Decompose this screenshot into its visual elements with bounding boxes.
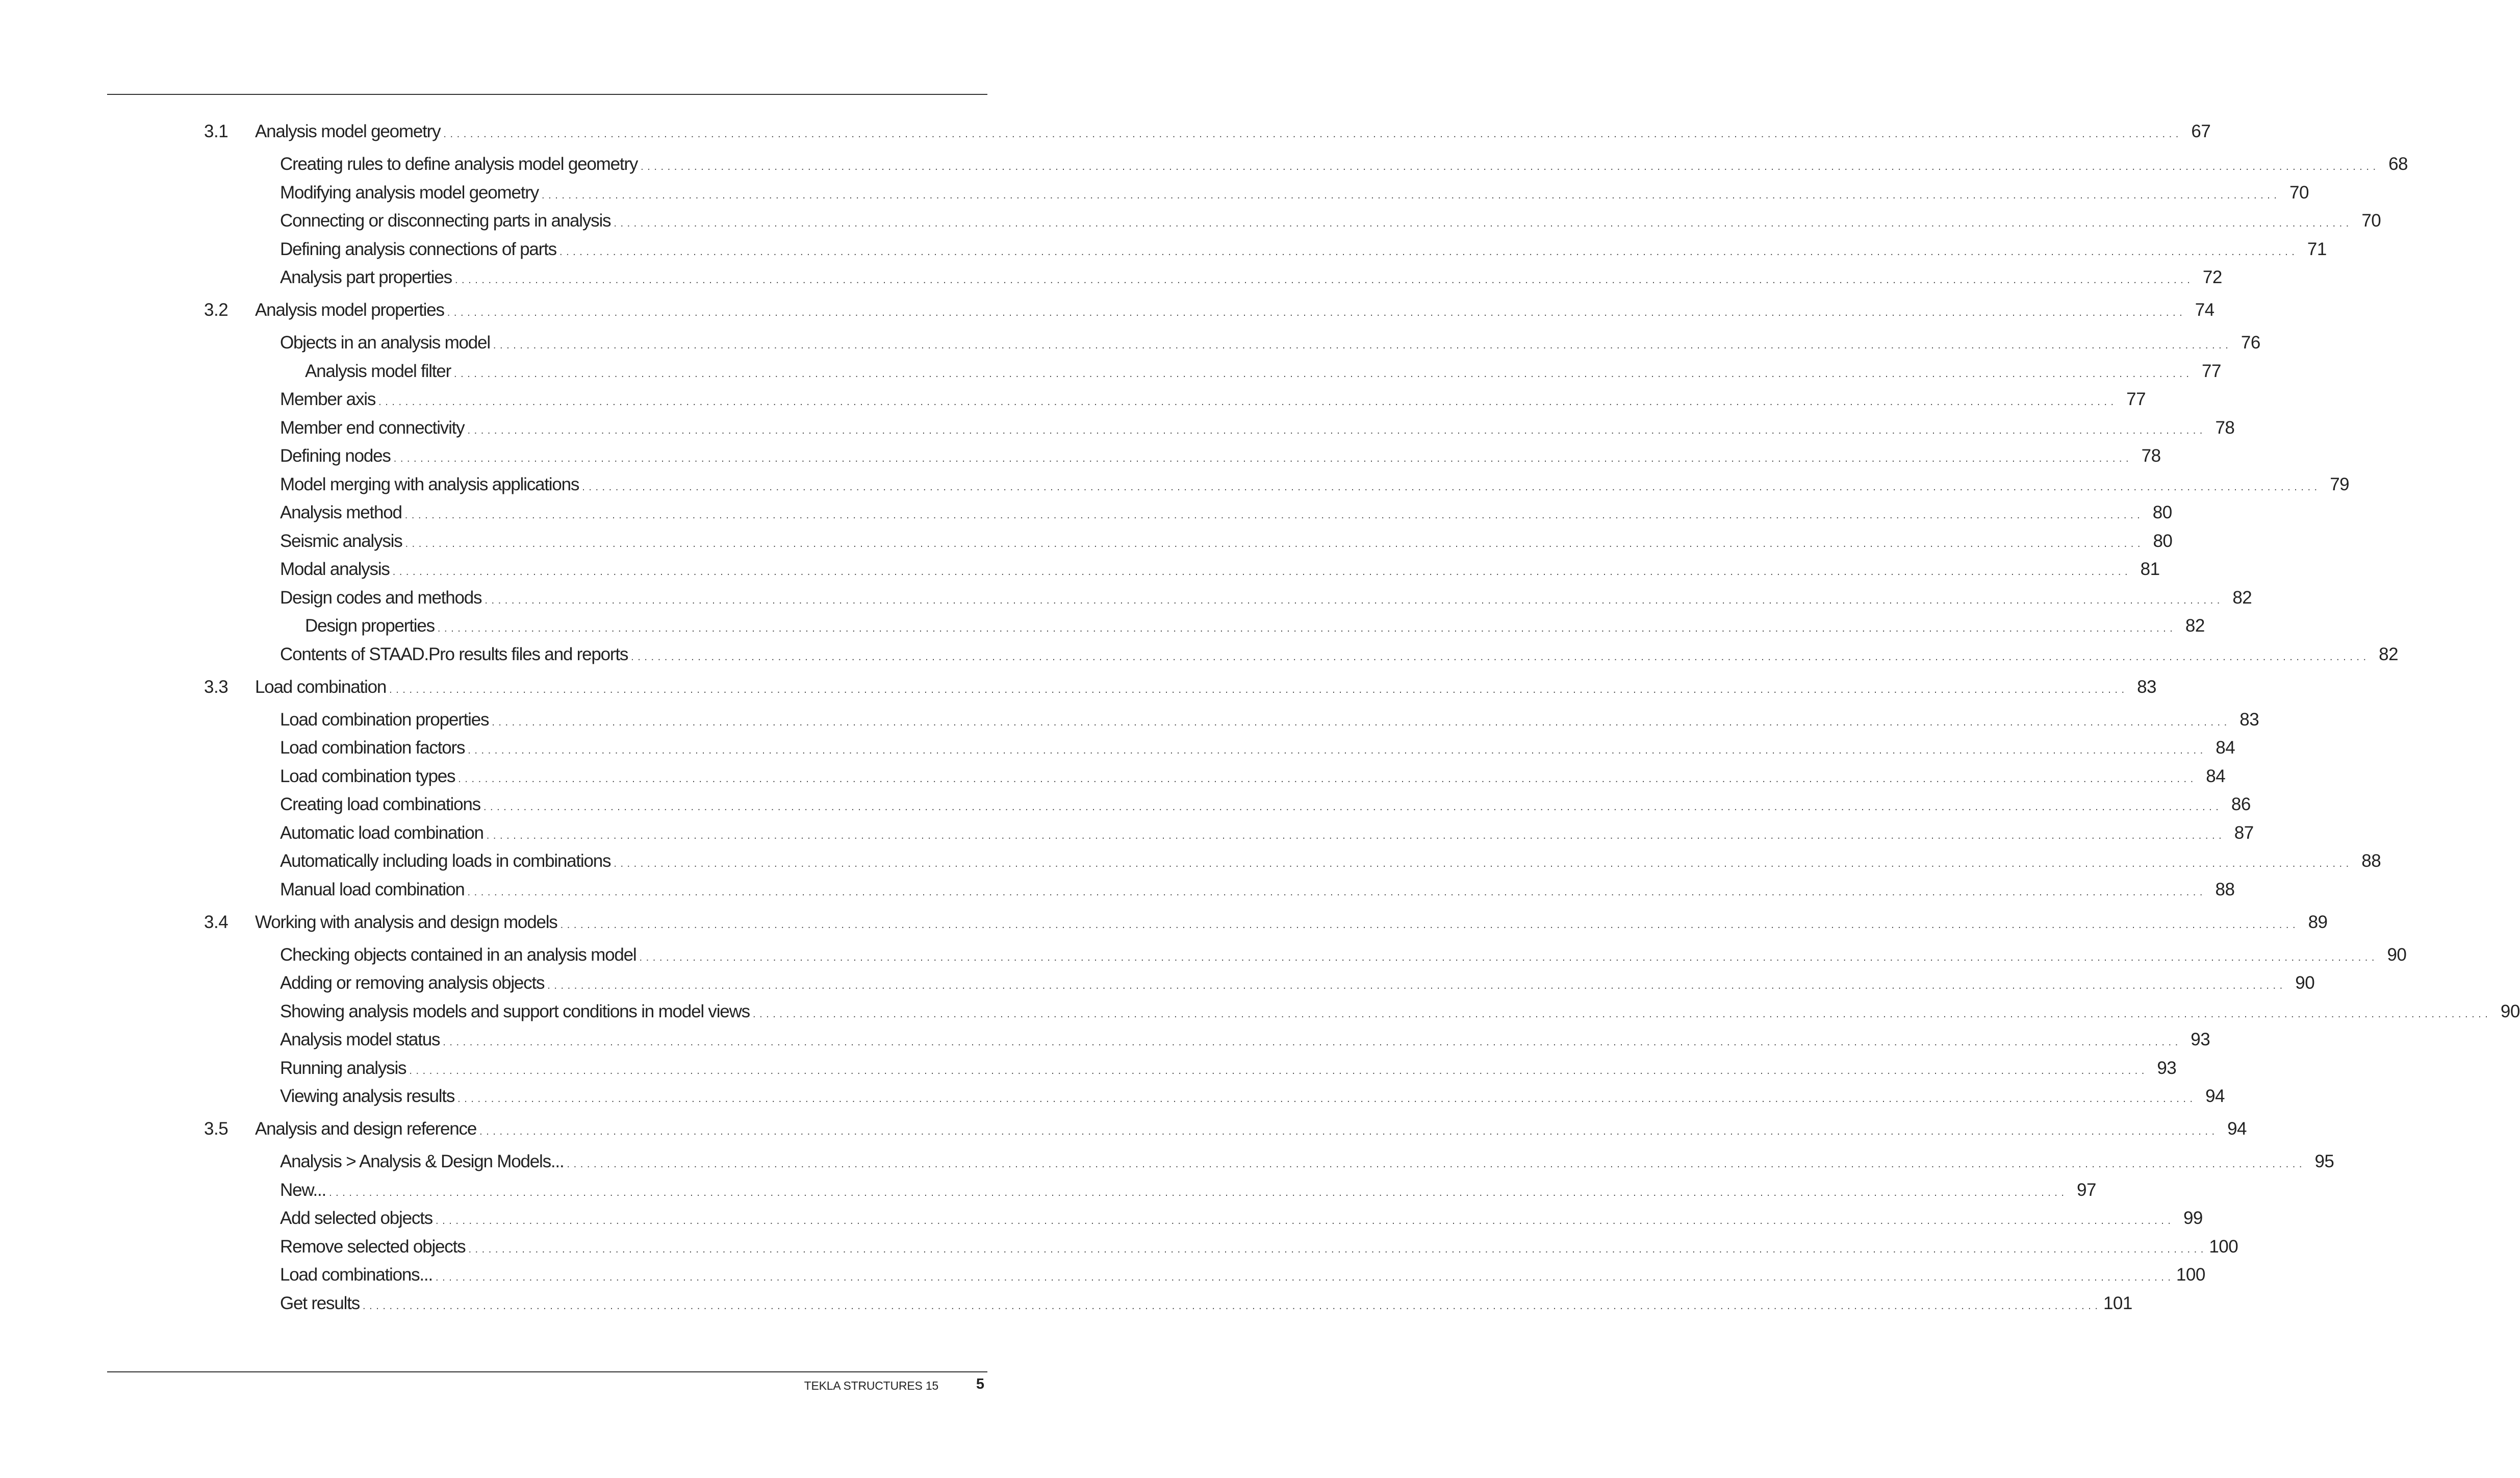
toc-entry[interactable] [280,1207,2203,1230]
toc-entry-page-number: 82 [2232,587,2252,608]
toc-entry-page-number: 78 [2215,417,2235,438]
dot-leader: . . . . . . . . . . . . . . . . . . . . . . . . . . . . . . . . . . . . . . . . . . . . . . . . . . . . . . . . . . . . . . . . . . . . . . . . . . . . . . . . . . . . . . . . . . . . . . . . . . . . . . . . . . . . . . . . . . . . . . . . . . . . . . . . . . . . . . . . . . . . . . . . . . . . . . . . . . . . . . . . . . . . . . . . . . . . . . . . . . . . . . . . . . . . . . . . . . . . . . . . . . . . . . . . . . . . . . . . . . . . . . . . . . . . . . . . . . . . . . . . . . . . . . . . . . . . . . . . . . . . [405,538,2141,549]
toc-entry[interactable] [280,388,2146,411]
toc-section-entry[interactable] [255,120,2211,143]
toc-entry-title: Analysis part properties [280,267,452,287]
toc-entry[interactable] [280,444,2161,468]
toc-entry-title: Load combination [255,677,387,697]
toc-entry[interactable] [280,238,2327,261]
toc-entry-title: Modal analysis [280,559,390,579]
toc-entry[interactable] [280,793,2251,816]
toc-entry-title: Analysis method [280,503,402,522]
dot-leader: . . . . . . . . . . . . . . . . . . . . . . . . . . . . . . . . . . . . . . . . . . . . . . . . . . . . . . . . . . . . . . . . . . . . . . . . . . . . . . . . . . . . . . . . . . . . . . . . . . . . . . . . . . . . . . . . . . . . . . . . . . . . . . . . . . . . . . . . . . . . . . . . . . . . . . . . . . . . . . . . . . . . . . . . . . . . . . . . . . . . . . . . . . . . . . . . . . . . . . . . . . . . . . . . . . . . . . . . . . . . . . . . . . . . . . . . . . . . . . . . . . . . . . . . . . . . . . . . . . . . [409,1065,2145,1076]
dot-leader: . . . . . . . . . . . . . . . . . . . . . . . . . . . . . . . . . . . . . . . . . . . . . . . . . . . . . . . . . . . . . . . . . . . . . . . . . . . . . . . . . . . . . . . . . . . . . . . . . . . . . . . . . . . . . . . . . . . . . . . . . . . . . . . . . . . . . . . . . . . . . . . . . . . . . . . . . . . . . . . . . . . . . . . . . . . . . . . . . . . . . . . . . . . . . . . . . . . . . . . . . . . . . . . . . . . . . . . . . . . . . . . . . . . . . . . . . . . . . . . . . . . . . . . . . . . . . . . . . . . . [614,858,2350,869]
dot-leader: . . . . . . . . . . . . . . . . . . . . . . . . . . . . . . . . . . . . . . . . . . . . . . . . . . . . . . . . . . . . . . . . . . . . . . . . . . . . . . . . . . . . . . . . . . . . . . . . . . . . . . . . . . . . . . . . . . . . . . . . . . . . . . . . . . . . . . . . . . . . . . . . . . . . . . . . . . . . . . . . . . . . . . . . . . . . . . . . . . . . . . . . . . . . . . . . . . . . . . . . . . . . . . . . . . . . . . . . . . . . . . . . . . . . . . . . . . . . . . . . . . . . . . . . . . . . . . . . . . . . [467,424,2203,436]
toc-entry[interactable] [280,1235,2238,1259]
dot-leader: . . . . . . . . . . . . . . . . . . . . . . . . . . . . . . . . . . . . . . . . . . . . . . . . . . . . . . . . . . . . . . . . . . . . . . . . . . . . . . . . . . . . . . . . . . . . . . . . . . . . . . . . . . . . . . . . . . . . . . . . . . . . . . . . . . . . . . . . . . . . . . . . . . . . . . . . . . . . . . . . . . . . . . . . . . . . . . . . . . . . . . . . . . . . . . . . . . . . . . . . . . . . . . . . . . . . . . . . . . . . . . . . . . . . . . . . . . . . . . . . . . . . . . . . . . . . . . . . . . . . [389,684,2125,695]
toc-entry[interactable] [280,181,2309,205]
toc-entry-title: Design codes and methods [280,587,482,608]
toc-entry-title: Load combination properties [280,709,489,730]
toc-entry[interactable] [280,1263,2205,1287]
toc-entry-title: Manual load combination [280,879,465,899]
dot-leader: . . . . . . . . . . . . . . . . . . . . . . . . . . . . . . . . . . . . . . . . . . . . . . . . . . . . . . . . . . . . . . . . . . . . . . . . . . . . . . . . . . . . . . . . . . . . . . . . . . . . . . . . . . . . . . . . . . . . . . . . . . . . . . . . . . . . . . . . . . . . . . . . . . . . . . . . . . . . . . . . . . . . . . . . . . . . . . . . . . . . . . . . . . . . . . . . . . . . . . . . . . . . . . . . . . . . . . . . . . . . . . . . . . . . . . . . . . . . . . . . . . . . . . . . . . . . . . . . . . . . [479,1126,2216,1137]
footer-rule [107,1371,987,1372]
toc-entry-title: Load combination factors [280,738,465,758]
toc-section-number: 3.3 [204,677,228,697]
toc-entry[interactable] [280,943,2407,967]
toc-entry[interactable] [280,153,2408,176]
dot-leader: . . . . . . . . . . . . . . . . . . . . . . . . . . . . . . . . . . . . . . . . . . . . . . . . . . . . . . . . . . . . . . . . . . . . . . . . . . . . . . . . . . . . . . . . . . . . . . . . . . . . . . . . . . . . . . . . . . . . . . . . . . . . . . . . . . . . . . . . . . . . . . . . . . . . . . . . . . . . . . . . . . . . . . . . . . . . . . . . . . . . . . . . . . . . . . . . . . . . . . . . . . . . . . . . . . . . . . . . . . . . . . . . . . . . . . . . . . . . . . . . . . . . . . . . . . . . . . . . . . . . [567,1159,2303,1170]
toc-entry[interactable] [280,1085,2225,1108]
toc-entry-title: Viewing analysis results [280,1086,455,1106]
toc-entry-page-number: 70 [2289,182,2309,203]
dot-leader: . . . . . . . . . . . . . . . . . . . . . . . . . . . . . . . . . . . . . . . . . . . . . . . . . . . . . . . . . . . . . . . . . . . . . . . . . . . . . . . . . . . . . . . . . . . . . . . . . . . . . . . . . . . . . . . . . . . . . . . . . . . . . . . . . . . . . . . . . . . . . . . . . . . . . . . . . . . . . . . . . . . . . . . . . . . . . . . . . . . . . . . . . . . . . . . . . . . . . . . . . . . . . . . . . . . . . . . . . . . . . . . . . . . . . . . . . . . . . . . . . . . . . . . . . . . . . . . . . . . . [437,623,2173,634]
toc-entry[interactable] [280,1150,2334,1173]
toc-entry-title: Adding or removing analysis objects [280,973,545,993]
toc-entry-title: Design properties [305,616,435,636]
toc-entry-title: Analysis > Analysis & Design Models... [280,1151,564,1171]
toc-entry-title: Member axis [280,389,376,409]
dot-leader: . . . . . . . . . . . . . . . . . . . . . . . . . . . . . . . . . . . . . . . . . . . . . . . . . . . . . . . . . . . . . . . . . . . . . . . . . . . . . . . . . . . . . . . . . . . . . . . . . . . . . . . . . . . . . . . . . . . . . . . . . . . . . . . . . . . . . . . . . . . . . . . . . . . . . . . . . . . . . . . . . . . . . . . . . . . . . . . . . . . . . . . . . . . . . . . . . . . . . . . . . . . . . . . . . . . . . . . . . . . . . . . . . . . . . . . . . . . . . . . . . . . . . . . . . . . . . . . . . . . . [467,886,2203,898]
toc-entry-page-number: 90 [2295,973,2315,993]
toc-entry-title: Analysis model filter [305,361,451,381]
toc-entry[interactable] [280,530,2173,553]
toc-entry-page-number: 84 [2216,738,2235,758]
toc-entry[interactable] [280,849,2381,873]
toc-entry[interactable] [280,736,2235,760]
toc-entry-title: Objects in an analysis model [280,333,490,353]
toc-entry[interactable] [280,501,2172,524]
toc-entry-title: New... [280,1180,326,1200]
toc-entry[interactable] [280,1292,2132,1315]
toc-entry-page-number: 71 [2307,239,2327,259]
toc-entry-page-number: 88 [2361,851,2381,871]
toc-entry-page-number: 83 [2239,709,2259,730]
toc-entry-page-number: 82 [2379,644,2399,664]
toc-entry-title: Running analysis [280,1058,406,1078]
toc-entry-page-number: 67 [2191,121,2211,141]
toc-entry-page-number: 79 [2330,474,2350,494]
toc-entry-page-number: 97 [2077,1180,2096,1200]
toc-section-entry[interactable] [255,911,2328,934]
toc-entry-title: Automatically including loads in combinations [280,851,611,871]
toc-entry-page-number: 90 [2387,944,2407,965]
toc-section-number: 3.2 [204,300,228,320]
toc-entry-page-number: 77 [2202,361,2221,381]
toc-entry-title: Seismic analysis [280,531,402,551]
dot-leader: . . . . . . . . . . . . . . . . . . . . . . . . . . . . . . . . . . . . . . . . . . . . . . . . . . . . . . . . . . . . . . . . . . . . . . . . . . . . . . . . . . . . . . . . . . . . . . . . . . . . . . . . . . . . . . . . . . . . . . . . . . . . . . . . . . . . . . . . . . . . . . . . . . . . . . . . . . . . . . . . . . . . . . . . . . . . . . . . . . . . . . . . . . . . . . . . . . . . . . . . . . . . . . . . . . . . . . . . . . . . . . . . . . . . . . . . . . . . . . . . . . . . . . . . . . . . . . . . . . . . [454,368,2190,380]
toc-entry-page-number: 80 [2152,503,2172,522]
toc-entry[interactable] [280,416,2235,440]
dot-leader: . . . . . . . . . . . . . . . . . . . . . . . . . . . . . . . . . . . . . . . . . . . . . . . . . . . . . . . . . . . . . . . . . . . . . . . . . . . . . . . . . . . . . . . . . . . . . . . . . . . . . . . . . . . . . . . . . . . . . . . . . . . . . . . . . . . . . . . . . . . . . . . . . . . . . . . . . . . . . . . . . . . . . . . . . . . . . . . . . . . . . . . . . . . . . . . . . . . . . . . . . . . . . . . . . . . . . . . . . . . . . . . . . . . . . . . . . . . . . . . . . . . . . . . . . . . . . . . . . . . . [631,651,2367,663]
toc-entry-page-number: 84 [2206,766,2226,786]
toc-entry-title: Analysis model geometry [255,121,441,141]
toc-entry-title: Remove selected objects [280,1236,466,1257]
toc-entry-page-number: 88 [2215,879,2235,899]
toc-entry-title: Analysis and design reference [255,1119,477,1139]
toc-entry-page-number: 72 [2202,267,2222,287]
toc-entry-page-number: 83 [2137,677,2157,697]
toc-entry[interactable] [305,614,2205,638]
toc-entry-page-number: 89 [2308,912,2328,932]
toc-entry-page-number: 87 [2234,822,2254,843]
toc-entry-title: Defining analysis connections of parts [280,239,556,259]
toc-entry-title: Creating rules to define analysis model geometry [280,154,638,174]
footer-page-number: 5 [976,1376,984,1392]
toc-section-number: 3.5 [204,1119,228,1139]
toc-entry[interactable] [280,765,2226,788]
dot-leader: . . . . . . . . . . . . . . . . . . . . . . . . . . . . . . . . . . . . . . . . . . . . . . . . . . . . . . . . . . . . . . . . . . . . . . . . . . . . . . . . . . . . . . . . . . . . . . . . . . . . . . . . . . . . . . . . . . . . . . . . . . . . . . . . . . . . . . . . . . . . . . . . . . . . . . . . . . . . . . . . . . . . . . . . . . . . . . . . . . . . . . . . . . . . . . . . . . . . . . . . . . . . . . . . . . . . . . . . . . . . . . . . . . . . . . . . . . . . . . . . . . . . . . . . . . . . . . . . . . . . [492,716,2228,728]
dot-leader: . . . . . . . . . . . . . . . . . . . . . . . . . . . . . . . . . . . . . . . . . . . . . . . . . . . . . . . . . . . . . . . . . . . . . . . . . . . . . . . . . . . . . . . . . . . . . . . . . . . . . . . . . . . . . . . . . . . . . . . . . . . . . . . . . . . . . . . . . . . . . . . . . . . . . . . . . . . . . . . . . . . . . . . . . . . . . . . . . . . . . . . . . . . . . . . . . . . . . . . . . . . . . . . . . . . . . . . . . . . . . . . . . . . . . . . . . . . . . . . . . . . . . . . . . . . . . . . . . . . . [393,453,2129,464]
dot-leader: . . . . . . . . . . . . . . . . . . . . . . . . . . . . . . . . . . . . . . . . . . . . . . . . . . . . . . . . . . . . . . . . . . . . . . . . . . . . . . . . . . . . . . . . . . . . . . . . . . . . . . . . . . . . . . . . . . . . . . . . . . . . . . . . . . . . . . . . . . . . . . . . . . . . . . . . . . . . . . . . . . . . . . . . . . . . . . . . . . . . . . . . . . . . . . . . . . . . . . . . . . . . . . . . . . . . . . . . . . . . . . . . . . . . . . . . . . . . . . . . . . . . . . . . . . . . . . . . . . . . [435,1215,2171,1226]
toc-section-entry[interactable] [255,298,2214,322]
toc-entry-title: Analysis model properties [255,300,444,320]
toc-entry-title: Add selected objects [280,1208,432,1228]
toc-entry-page-number: 100 [2176,1265,2205,1285]
toc-entry[interactable] [280,331,2260,355]
toc-entry-page-number: 68 [2388,154,2408,174]
dot-leader: . . . . . . . . . . . . . . . . . . . . . . . . . . . . . . . . . . . . . . . . . . . . . . . . . . . . . . . . . . . . . . . . . . . . . . . . . . . . . . . . . . . . . . . . . . . . . . . . . . . . . . . . . . . . . . . . . . . . . . . . . . . . . . . . . . . . . . . . . . . . . . . . . . . . . . . . . . . . . . . . . . . . . . . . . . . . . . . . . . . . . . . . . . . . . . . . . . . . . . . . . . . . . . . . . . . . . . . . . . . . . . . . . . . . . . . . . . . . . . . . . . . . . . . . . . . . . . . . . . . . [559,246,2295,258]
dot-leader: . . . . . . . . . . . . . . . . . . . . . . . . . . . . . . . . . . . . . . . . . . . . . . . . . . . . . . . . . . . . . . . . . . . . . . . . . . . . . . . . . . . . . . . . . . . . . . . . . . . . . . . . . . . . . . . . . . . . . . . . . . . . . . . . . . . . . . . . . . . . . . . . . . . . . . . . . . . . . . . . . . . . . . . . . . . . . . . . . . . . . . . . . . . . . . . . . . . . . . . . . . . . . . . . . . . . . . . . . . . . . . . . . . . . . . . . . . . . . . . . . . . . . . . . . . . . . . . . . . . . [443,1037,2179,1048]
footer-product-name: TEKLA STRUCTURES 15 [804,1379,938,1392]
dot-leader: . . . . . . . . . . . . . . . . . . . . . . . . . . . . . . . . . . . . . . . . . . . . . . . . . . . . . . . . . . . . . . . . . . . . . . . . . . . . . . . . . . . . . . . . . . . . . . . . . . . . . . . . . . . . . . . . . . . . . . . . . . . . . . . . . . . . . . . . . . . . . . . . . . . . . . . . . . . . . . . . . . . . . . . . . . . . . . . . . . . . . . . . . . . . . . . . . . . . . . . . . . . . . . . . . . . . . . . . . . . . . . . . . . . . . . . . . . . . . . . . . . . . . . . . . . . . . . . . . . . . [363,1300,2098,1312]
toc-entry-page-number: 81 [2140,559,2160,579]
dot-leader: . . . . . . . . . . . . . . . . . . . . . . . . . . . . . . . . . . . . . . . . . . . . . . . . . . . . . . . . . . . . . . . . . . . . . . . . . . . . . . . . . . . . . . . . . . . . . . . . . . . . . . . . . . . . . . . . . . . . . . . . . . . . . . . . . . . . . . . . . . . . . . . . . . . . . . . . . . . . . . . . . . . . . . . . . . . . . . . . . . . . . . . . . . . . . . . . . . . . . . . . . . . . . . . . . . . . . . . . . . . . . . . . . . . . . . . . . . . . . . . . . . . . . . . . . . . . . . . . . . . . [458,773,2194,785]
toc-entry-page-number: 93 [2157,1058,2177,1078]
toc-entry-title: Load combination types [280,766,455,786]
toc-entry[interactable] [280,1179,2096,1202]
toc-entry-page-number: 76 [2241,333,2260,353]
dot-leader: . . . . . . . . . . . . . . . . . . . . . . . . . . . . . . . . . . . . . . . . . . . . . . . . . . . . . . . . . . . . . . . . . . . . . . . . . . . . . . . . . . . . . . . . . . . . . . . . . . . . . . . . . . . . . . . . . . . . . . . . . . . . . . . . . . . . . . . . . . . . . . . . . . . . . . . . . . . . . . . . . . . . . . . . . . . . . . . . . . . . . . . . . . . . . . . . . . . . . . . . . . . . . . . . . . . . . . . . . . . . . . . . . . . . . . . . . . . . . . . . . . . . . . . . . . . . . . . . . . . . [639,951,2375,963]
toc-entry-title: Defining nodes [280,446,391,466]
toc-entry[interactable] [280,821,2254,845]
toc-entry-page-number: 94 [2227,1119,2247,1139]
toc-entry-page-number: 93 [2191,1030,2210,1049]
dot-leader: . . . . . . . . . . . . . . . . . . . . . . . . . . . . . . . . . . . . . . . . . . . . . . . . . . . . . . . . . . . . . . . . . . . . . . . . . . . . . . . . . . . . . . . . . . . . . . . . . . . . . . . . . . . . . . . . . . . . . . . . . . . . . . . . . . . . . . . . . . . . . . . . . . . . . . . . . . . . . . . . . . . . . . . . . . . . . . . . . . . . . . . . . . . . . . . . . . . . . . . . . . . . . . . . . . . . . . . . . . . . . . . . . . . . . . . . . . . . . . . . . . . . . . . . . . . . . . . . . . . . [493,340,2229,351]
dot-leader: . . . . . . . . . . . . . . . . . . . . . . . . . . . . . . . . . . . . . . . . . . . . . . . . . . . . . . . . . . . . . . . . . . . . . . . . . . . . . . . . . . . . . . . . . . . . . . . . . . . . . . . . . . . . . . . . . . . . . . . . . . . . . . . . . . . . . . . . . . . . . . . . . . . . . . . . . . . . . . . . . . . . . . . . . . . . . . . . . . . . . . . . . . . . . . . . . . . . . . . . . . . . . . . . . . . . . . . . . . . . . . . . . . . . . . . . . . . . . . . . . . . . . . . . . . . . . . . . . . . . [486,830,2222,841]
toc-entry-page-number: 70 [2361,211,2381,231]
toc-section-number: 3.4 [204,912,228,932]
toc-entry-page-number: 90 [2500,1001,2520,1021]
dot-leader: . . . . . . . . . . . . . . . . . . . . . . . . . . . . . . . . . . . . . . . . . . . . . . . . . . . . . . . . . . . . . . . . . . . . . . . . . . . . . . . . . . . . . . . . . . . . . . . . . . . . . . . . . . . . . . . . . . . . . . . . . . . . . . . . . . . . . . . . . . . . . . . . . . . . . . . . . . . . . . . . . . . . . . . . . . . . . . . . . . . . . . . . . . . . . . . . . . . . . . . . . . . . . . . . . . . . . . . . . . . . . . . . . . . . . . . . . . . . . . . . . . . . . . . . . . . . . . . . . . . . [582,481,2318,493]
dot-leader: . . . . . . . . . . . . . . . . . . . . . . . . . . . . . . . . . . . . . . . . . . . . . . . . . . . . . . . . . . . . . . . . . . . . . . . . . . . . . . . . . . . . . . . . . . . . . . . . . . . . . . . . . . . . . . . . . . . . . . . . . . . . . . . . . . . . . . . . . . . . . . . . . . . . . . . . . . . . . . . . . . . . . . . . . . . . . . . . . . . . . . . . . . . . . . . . . . . . . . . . . . . . . . . . . . . . . . . . . . . . . . . . . . . . . . . . . . . . . . . . . . . . . . . . . . . . . . . . . . . . [329,1187,2065,1198]
toc-entry-title: Checking objects contained in an analysis model [280,944,637,965]
toc-entry-page-number: 82 [2185,616,2205,636]
toc-entry-page-number: 101 [2103,1293,2132,1313]
dot-leader: . . . . . . . . . . . . . . . . . . . . . . . . . . . . . . . . . . . . . . . . . . . . . . . . . . . . . . . . . . . . . . . . . . . . . . . . . . . . . . . . . . . . . . . . . . . . . . . . . . . . . . . . . . . . . . . . . . . . . . . . . . . . . . . . . . . . . . . . . . . . . . . . . . . . . . . . . . . . . . . . . . . . . . . . . . . . . . . . . . . . . . . . . . . . . . . . . . . . . . . . . . . . . . . . . . . . . . . . . . . . . . . . . . . . . . . . . . . . . . . . . . . . . . . . . . . . . . . . . . . . [614,218,2350,229]
toc-entry[interactable] [280,643,2399,666]
dot-leader: . . . . . . . . . . . . . . . . . . . . . . . . . . . . . . . . . . . . . . . . . . . . . . . . . . . . . . . . . . . . . . . . . . . . . . . . . . . . . . . . . . . . . . . . . . . . . . . . . . . . . . . . . . . . . . . . . . . . . . . . . . . . . . . . . . . . . . . . . . . . . . . . . . . . . . . . . . . . . . . . . . . . . . . . . . . . . . . . . . . . . . . . . . . . . . . . . . . . . . . . . . . . . . . . . . . . . . . . . . . . . . . . . . . . . . . . . . . . . . . . . . . . . . . . . . . . . . . . . . . . [447,307,2183,318]
dot-leader: . . . . . . . . . . . . . . . . . . . . . . . . . . . . . . . . . . . . . . . . . . . . . . . . . . . . . . . . . . . . . . . . . . . . . . . . . . . . . . . . . . . . . . . . . . . . . . . . . . . . . . . . . . . . . . . . . . . . . . . . . . . . . . . . . . . . . . . . . . . . . . . . . . . . . . . . . . . . . . . . . . . . . . . . . . . . . . . . . . . . . . . . . . . . . . . . . . . . . . . . . . . . . . . . . . . . . . . . . . . . . . . . . . . . . . . . . . . . . . . . . . . . . . . . . . . . . . . . . . . . [457,1093,2194,1105]
toc-entry-page-number: 95 [2314,1151,2334,1171]
toc-entry-page-number: 74 [2195,300,2214,320]
toc-entry-title: Analysis model status [280,1030,440,1049]
dot-leader: . . . . . . . . . . . . . . . . . . . . . . . . . . . . . . . . . . . . . . . . . . . . . . . . . . . . . . . . . . . . . . . . . . . . . . . . . . . . . . . . . . . . . . . . . . . . . . . . . . . . . . . . . . . . . . . . . . . . . . . . . . . . . . . . . . . . . . . . . . . . . . . . . . . . . . . . . . . . . . . . . . . . . . . . . . . . . . . . . . . . . . . . . . . . . . . . . . . . . . . . . . . . . . . . . . . . . . . . . . . . . . . . . . . . . . . . . . . . . . . . . . . . . . . . . . . . . . . . . . . . [392,566,2128,578]
dot-leader: . . . . . . . . . . . . . . . . . . . . . . . . . . . . . . . . . . . . . . . . . . . . . . . . . . . . . . . . . . . . . . . . . . . . . . . . . . . . . . . . . . . . . . . . . . . . . . . . . . . . . . . . . . . . . . . . . . . . . . . . . . . . . . . . . . . . . . . . . . . . . . . . . . . . . . . . . . . . . . . . . . . . . . . . . . . . . . . . . . . . . . . . . . . . . . . . . . . . . . . . . . . . . . . . . . . . . . . . . . . . . . . . . . . . . . . . . . . . . . . . . . . . . . . . . . . . . . . . . . . . [641,161,2377,172]
toc-entry[interactable] [280,209,2381,233]
toc-entry-page-number: 94 [2205,1086,2225,1106]
toc-entry-page-number: 77 [2126,389,2146,409]
toc-entry-title: Creating load combinations [280,794,480,814]
dot-leader: . . . . . . . . . . . . . . . . . . . . . . . . . . . . . . . . . . . . . . . . . . . . . . . . . . . . . . . . . . . . . . . . . . . . . . . . . . . . . . . . . . . . . . . . . . . . . . . . . . . . . . . . . . . . . . . . . . . . . . . . . . . . . . . . . . . . . . . . . . . . . . . . . . . . . . . . . . . . . . . . . . . . . . . . . . . . . . . . . . . . . . . . . . . . . . . . . . . . . . . . . . . . . . . . . . . . . . . . . . . . . . . . . . . . . . . . . . . . . . . . . . . . . . . . . . . . . . . . . . . . [752,1008,2488,1020]
toc-entry-title: Modifying analysis model geometry [280,182,539,203]
toc-entry[interactable] [280,708,2259,732]
toc-entry-title: Model merging with analysis applications [280,474,579,494]
toc-entry-title: Working with analysis and design models [255,912,557,932]
toc-entry[interactable] [280,1028,2210,1051]
dot-leader: . . . . . . . . . . . . . . . . . . . . . . . . . . . . . . . . . . . . . . . . . . . . . . . . . . . . . . . . . . . . . . . . . . . . . . . . . . . . . . . . . . . . . . . . . . . . . . . . . . . . . . . . . . . . . . . . . . . . . . . . . . . . . . . . . . . . . . . . . . . . . . . . . . . . . . . . . . . . . . . . . . . . . . . . . . . . . . . . . . . . . . . . . . . . . . . . . . . . . . . . . . . . . . . . . . . . . . . . . . . . . . . . . . . . . . . . . . . . . . . . . . . . . . . . . . . . . . . . . . . . [547,980,2283,991]
dot-leader: . . . . . . . . . . . . . . . . . . . . . . . . . . . . . . . . . . . . . . . . . . . . . . . . . . . . . . . . . . . . . . . . . . . . . . . . . . . . . . . . . . . . . . . . . . . . . . . . . . . . . . . . . . . . . . . . . . . . . . . . . . . . . . . . . . . . . . . . . . . . . . . . . . . . . . . . . . . . . . . . . . . . . . . . . . . . . . . . . . . . . . . . . . . . . . . . . . . . . . . . . . . . . . . . . . . . . . . . . . . . . . . . . . . . . . . . . . . . . . . . . . . . . . . . . . . . . . . . . . . . [468,1243,2204,1255]
toc-section-entry[interactable] [255,675,2157,699]
toc-entry[interactable] [280,1057,2177,1080]
toc-entry-page-number: 100 [2209,1236,2238,1257]
dot-leader: . . . . . . . . . . . . . . . . . . . . . . . . . . . . . . . . . . . . . . . . . . . . . . . . . . . . . . . . . . . . . . . . . . . . . . . . . . . . . . . . . . . . . . . . . . . . . . . . . . . . . . . . . . . . . . . . . . . . . . . . . . . . . . . . . . . . . . . . . . . . . . . . . . . . . . . . . . . . . . . . . . . . . . . . . . . . . . . . . . . . . . . . . . . . . . . . . . . . . . . . . . . . . . . . . . . . . . . . . . . . . . . . . . . . . . . . . . . . . . . . . . . . . . . . . . . . . . . . . . . . [443,129,2179,140]
toc-entry[interactable] [280,266,2222,289]
dot-leader: . . . . . . . . . . . . . . . . . . . . . . . . . . . . . . . . . . . . . . . . . . . . . . . . . . . . . . . . . . . . . . . . . . . . . . . . . . . . . . . . . . . . . . . . . . . . . . . . . . . . . . . . . . . . . . . . . . . . . . . . . . . . . . . . . . . . . . . . . . . . . . . . . . . . . . . . . . . . . . . . . . . . . . . . . . . . . . . . . . . . . . . . . . . . . . . . . . . . . . . . . . . . . . . . . . . . . . . . . . . . . . . . . . . . . . . . . . . . . . . . . . . . . . . . . . . . . . . . . . . . [404,510,2141,521]
toc-section-entry[interactable] [255,1117,2247,1141]
toc-entry[interactable] [280,971,2315,995]
dot-leader: . . . . . . . . . . . . . . . . . . . . . . . . . . . . . . . . . . . . . . . . . . . . . . . . . . . . . . . . . . . . . . . . . . . . . . . . . . . . . . . . . . . . . . . . . . . . . . . . . . . . . . . . . . . . . . . . . . . . . . . . . . . . . . . . . . . . . . . . . . . . . . . . . . . . . . . . . . . . . . . . . . . . . . . . . . . . . . . . . . . . . . . . . . . . . . . . . . . . . . . . . . . . . . . . . . . . . . . . . . . . . . . . . . . . . . . . . . . . . . . . . . . . . . . . . . . . . . . . . . . . [454,274,2191,286]
toc-entry-title: Contents of STAAD.Pro results files and reports [280,644,628,664]
toc-entry-page-number: 80 [2153,531,2173,551]
toc-entry[interactable] [280,878,2235,901]
toc-entry-page-number: 86 [2231,794,2251,814]
toc-entry[interactable] [305,360,2221,383]
dot-leader: . . . . . . . . . . . . . . . . . . . . . . . . . . . . . . . . . . . . . . . . . . . . . . . . . . . . . . . . . . . . . . . . . . . . . . . . . . . . . . . . . . . . . . . . . . . . . . . . . . . . . . . . . . . . . . . . . . . . . . . . . . . . . . . . . . . . . . . . . . . . . . . . . . . . . . . . . . . . . . . . . . . . . . . . . . . . . . . . . . . . . . . . . . . . . . . . . . . . . . . . . . . . . . . . . . . . . . . . . . . . . . . . . . . . . . . . . . . . . . . . . . . . . . . . . . . . . . . . . . . . [542,189,2277,201]
dot-leader: . . . . . . . . . . . . . . . . . . . . . . . . . . . . . . . . . . . . . . . . . . . . . . . . . . . . . . . . . . . . . . . . . . . . . . . . . . . . . . . . . . . . . . . . . . . . . . . . . . . . . . . . . . . . . . . . . . . . . . . . . . . . . . . . . . . . . . . . . . . . . . . . . . . . . . . . . . . . . . . . . . . . . . . . . . . . . . . . . . . . . . . . . . . . . . . . . . . . . . . . . . . . . . . . . . . . . . . . . . . . . . . . . . . . . . . . . . . . . . . . . . . . . . . . . . . . . . . . . . . . [483,801,2219,813]
toc-entry[interactable] [280,1000,2520,1023]
toc-entry[interactable] [280,473,2350,496]
toc-entry-page-number: 78 [2141,446,2161,466]
toc-entry-title: Showing analysis models and support conditions in model views [280,1001,750,1021]
dot-leader: . . . . . . . . . . . . . . . . . . . . . . . . . . . . . . . . . . . . . . . . . . . . . . . . . . . . . . . . . . . . . . . . . . . . . . . . . . . . . . . . . . . . . . . . . . . . . . . . . . . . . . . . . . . . . . . . . . . . . . . . . . . . . . . . . . . . . . . . . . . . . . . . . . . . . . . . . . . . . . . . . . . . . . . . . . . . . . . . . . . . . . . . . . . . . . . . . . . . . . . . . . . . . . . . . . . . . . . . . . . . . . . . . . . . . . . . . . . . . . . . . . . . . . . . . . . . . . . . . . . . [560,919,2296,931]
dot-leader: . . . . . . . . . . . . . . . . . . . . . . . . . . . . . . . . . . . . . . . . . . . . . . . . . . . . . . . . . . . . . . . . . . . . . . . . . . . . . . . . . . . . . . . . . . . . . . . . . . . . . . . . . . . . . . . . . . . . . . . . . . . . . . . . . . . . . . . . . . . . . . . . . . . . . . . . . . . . . . . . . . . . . . . . . . . . . . . . . . . . . . . . . . . . . . . . . . . . . . . . . . . . . . . . . . . . . . . . . . . . . . . . . . . . . . . . . . . . . . . . . . . . . . . . . . . . . . . . . . . . [485,594,2221,606]
dot-leader: . . . . . . . . . . . . . . . . . . . . . . . . . . . . . . . . . . . . . . . . . . . . . . . . . . . . . . . . . . . . . . . . . . . . . . . . . . . . . . . . . . . . . . . . . . . . . . . . . . . . . . . . . . . . . . . . . . . . . . . . . . . . . . . . . . . . . . . . . . . . . . . . . . . . . . . . . . . . . . . . . . . . . . . . . . . . . . . . . . . . . . . . . . . . . . . . . . . . . . . . . . . . . . . . . . . . . . . . . . . . . . . . . . . . . . . . . . . . . . . . . . . . . . . . . . . . . . . . . . . . [378,396,2115,408]
toc-entry-title: Automatic load combination [280,822,483,843]
toc-section-number: 3.1 [204,121,228,141]
dot-leader: . . . . . . . . . . . . . . . . . . . . . . . . . . . . . . . . . . . . . . . . . . . . . . . . . . . . . . . . . . . . . . . . . . . . . . . . . . . . . . . . . . . . . . . . . . . . . . . . . . . . . . . . . . . . . . . . . . . . . . . . . . . . . . . . . . . . . . . . . . . . . . . . . . . . . . . . . . . . . . . . . . . . . . . . . . . . . . . . . . . . . . . . . . . . . . . . . . . . . . . . . . . . . . . . . . . . . . . . . . . . . . . . . . . . . . . . . . . . . . . . . . . . . . . . . . . . . . . . . . . . [468,745,2204,756]
toc-entry-title: Member end connectivity [280,417,465,438]
toc-entry-page-number: 99 [2183,1208,2203,1228]
toc-entry-title: Load combinations... [280,1265,432,1285]
toc-entry[interactable] [280,558,2160,581]
toc-entry[interactable] [280,586,2252,610]
toc-entry-title: Connecting or disconnecting parts in analysis [280,211,611,231]
dot-leader: . . . . . . . . . . . . . . . . . . . . . . . . . . . . . . . . . . . . . . . . . . . . . . . . . . . . . . . . . . . . . . . . . . . . . . . . . . . . . . . . . . . . . . . . . . . . . . . . . . . . . . . . . . . . . . . . . . . . . . . . . . . . . . . . . . . . . . . . . . . . . . . . . . . . . . . . . . . . . . . . . . . . . . . . . . . . . . . . . . . . . . . . . . . . . . . . . . . . . . . . . . . . . . . . . . . . . . . . . . . . . . . . . . . . . . . . . . . . . . . . . . . . . . . . . . . . . . . . . . . . [435,1272,2171,1283]
toc-entry-title: Get results [280,1293,360,1313]
